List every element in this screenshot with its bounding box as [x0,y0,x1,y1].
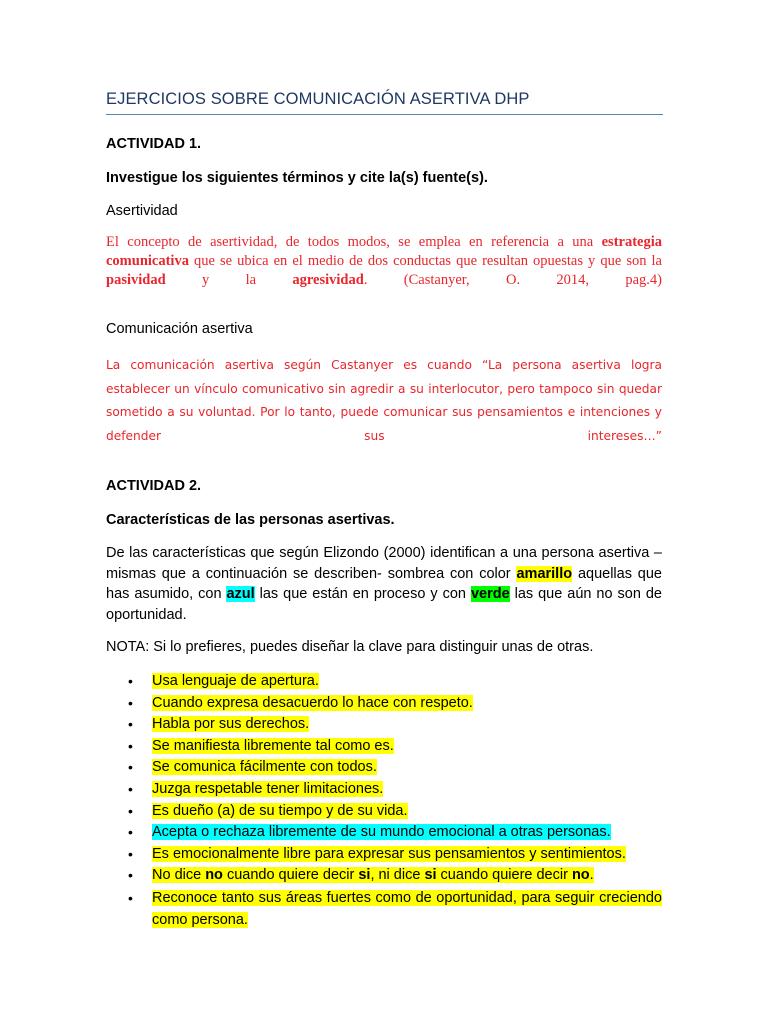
activity-1-heading: ACTIVIDAD 1. [106,136,202,152]
def1-text-3: y la [165,272,293,288]
item10-part: cuando quiere decir [222,867,359,884]
list-item [106,736,662,758]
list-item [106,714,662,736]
item10-bold-si: si [358,867,371,884]
bullet-icon: • [128,780,133,797]
list-item-text: Habla por sus derechos. [152,716,310,733]
list-item [106,671,662,693]
list-item-text: Se comunica fácilmente con todos. [152,759,377,776]
list-item [106,801,662,823]
bullet-icon: • [128,802,133,819]
list-item-text: Usa lenguaje de apertura. [152,673,319,689]
item10-bold-si: si [424,867,437,884]
list-item [106,779,662,801]
item10-part: cuando quiere decir [436,867,572,884]
note-text: NOTA: Si lo prefieres, puedes diseñar la clave para distinguir unas de otras. [106,639,594,655]
highlight-azul: azul [226,586,255,602]
activity-2-instructions [106,543,662,625]
list-item-text: Es dueño (a) de su tiempo y de su vida. [152,802,408,819]
bullet-icon: • [128,694,133,711]
item10-bold-no: no [571,867,590,884]
bullet-icon: • [128,759,133,776]
def1-text-1: El concepto de asertividad, de todos modos, se emplea en referencia a una [106,234,602,250]
list-item-text: Se manifiesta libremente tal como es. [152,737,394,754]
list-item [106,865,662,887]
item10-part: . [589,867,594,884]
bullet-icon: • [128,716,133,733]
bullet-icon: • [128,824,133,841]
highlight-verde: verde [470,586,510,602]
def1-bold-pasividad: pasividad [106,272,166,288]
item10-part: , ni dice [370,867,425,884]
definition-comunicacion-asertiva: La comunicación asertiva según Castanyer es cuando “La persona asertiva logra establecer un vínculo comunicativo sin agredir a su interlocutor, pero tampoco sin quedar sometido a su voluntad. Por lo tanto, puede comunicar sus pensamientos e intenciones y defender sus intereses…” [106,358,662,443]
def1-text-2: que se ubica en el medio de dos conductas que resultan opuestas y que son la [188,253,662,269]
list-item [106,757,662,779]
list-item [106,887,662,931]
bullet-icon: • [128,673,133,689]
activity-2-heading: ACTIVIDAD 2. [106,478,202,494]
term-comunicacion-asertiva: Comunicación asertiva [106,321,253,337]
title-underline [106,114,663,115]
list-item [106,822,662,844]
list-item-text: Reconoce tanto sus áreas fuertes como de oportunidad, para seguir creciendo como persona. [152,889,662,928]
list-item-text [152,867,594,883]
para-text-1: De las características que según Elizondo (2000) identifican a una persona asertiva –mismas que a continuación se describen- sombrea con color [106,545,662,582]
item10-part: No dice [152,867,206,884]
def1-text-4: . (Castanyer, O. 2014, pag.4) [363,272,662,288]
def1-bold-estrategia: estrategia comunicativa [106,234,662,269]
para-text-3: las que están en proceso y con [254,586,471,602]
list-item-text: Acepta o rechaza libremente de su mundo emocional a otras personas. [152,824,611,841]
para-text-2: aquellas que has asumido, con [106,565,662,602]
characteristics-list [106,671,662,931]
list-item [106,844,662,866]
bullet-icon: • [128,867,133,884]
para-text-4: las que aún no son de oportunidad. [106,586,662,623]
item10-bold-no: no [205,867,223,884]
bullet-icon: • [128,737,133,754]
activity-1-instruction: Investigue los siguientes términos y cite la(s) fuente(s). [106,170,488,186]
highlight-amarillo: amarillo [516,565,573,582]
bullet-icon: • [128,845,133,862]
list-item-text: Es emocionalmente libre para expresar sus pensamientos y sentimientos. [152,845,626,862]
term-asertividad: Asertividad [106,203,178,219]
list-item-text: Juzga respetable tener limitaciones. [152,780,384,797]
definition-asertividad [106,233,662,290]
document-title: EJERCICIOS SOBRE COMUNICACIÓN ASERTIVA DHP [106,90,530,108]
def1-bold-agresividad: agresividad [292,272,364,288]
activity-2-subheading: Características de las personas asertivas. [106,512,395,528]
list-item-text: Cuando expresa desacuerdo lo hace con respeto. [152,694,473,711]
bullet-icon: • [128,889,133,906]
list-item [106,693,662,715]
